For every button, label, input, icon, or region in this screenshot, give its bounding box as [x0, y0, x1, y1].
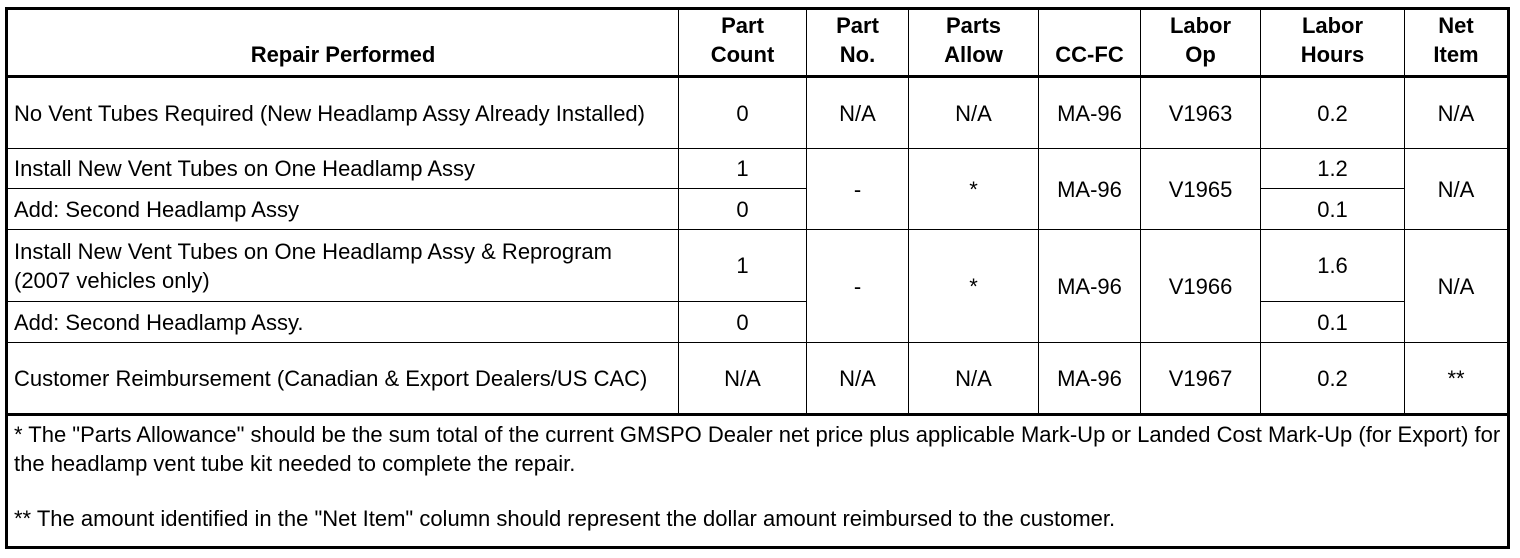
- parts-allowance-note: * The "Parts Allowance" should be the sum total of the current GMSPO Dealer net price plus applicable Mark-Up or Landed Cost Mark-Up (for Export) for the headlamp vent tube kit needed to complete the repair.: [14, 422, 1501, 476]
- net-item-cell: N/A: [1405, 149, 1509, 230]
- header-repair-performed: Repair Performed: [7, 9, 679, 77]
- labor-hours-cell: 0.1: [1261, 189, 1405, 230]
- table-row: [7, 149, 1509, 189]
- parts-allow-cell: N/A: [909, 77, 1039, 149]
- part-no-cell: N/A: [807, 77, 909, 149]
- header-labor-hours: Labor Hours: [1261, 9, 1405, 77]
- part-count-cell: 0: [679, 302, 807, 343]
- table-row: [7, 189, 1509, 230]
- repair-cell: Add: Second Headlamp Assy: [7, 189, 679, 230]
- net-item-note: ** The amount identified in the "Net Item" column should represent the dollar amount reimbursed to the customer.: [14, 506, 1116, 531]
- part-count-cell: 0: [679, 189, 807, 230]
- labor-op-cell: V1963: [1141, 77, 1261, 149]
- cc-fc-cell: MA-96: [1039, 230, 1141, 343]
- header-parts-allow: Parts Allow: [909, 9, 1039, 77]
- header-net-item: Net Item: [1405, 9, 1509, 77]
- net-item-cell: **: [1405, 343, 1509, 415]
- parts-allow-cell: *: [909, 230, 1039, 343]
- cc-fc-cell: MA-96: [1039, 77, 1141, 149]
- table-row: [7, 230, 1509, 302]
- cc-fc-cell: MA-96: [1039, 343, 1141, 415]
- net-item-cell: N/A: [1405, 230, 1509, 343]
- repair-cell: No Vent Tubes Required (New Headlamp Assy Already Installed): [7, 77, 679, 149]
- net-item-cell: N/A: [1405, 77, 1509, 149]
- repair-cell: Customer Reimbursement (Canadian & Export Dealers/US CAC): [7, 343, 679, 415]
- part-no-cell: N/A: [807, 343, 909, 415]
- header-row: [7, 9, 1509, 77]
- header-cc-fc: CC-FC: [1039, 9, 1141, 77]
- table-row: [7, 77, 1509, 149]
- notes-row: [7, 415, 1509, 548]
- part-no-cell: -: [807, 149, 909, 230]
- parts-allow-cell: *: [909, 149, 1039, 230]
- part-count-cell: 0: [679, 77, 807, 149]
- cc-fc-cell: MA-96: [1039, 149, 1141, 230]
- part-count-cell: 1: [679, 230, 807, 302]
- labor-hours-cell: 0.2: [1261, 343, 1405, 415]
- labor-op-cell: V1967: [1141, 343, 1261, 415]
- part-no-cell: -: [807, 230, 909, 343]
- header-labor-op: Labor Op: [1141, 9, 1261, 77]
- labor-hours-cell: 1.2: [1261, 149, 1405, 189]
- parts-allow-cell: N/A: [909, 343, 1039, 415]
- labor-hours-cell: 0.1: [1261, 302, 1405, 343]
- part-count-cell: N/A: [679, 343, 807, 415]
- labor-op-cell: V1966: [1141, 230, 1261, 343]
- repair-cell: Add: Second Headlamp Assy.: [7, 302, 679, 343]
- header-part-count: Part Count: [679, 9, 807, 77]
- labor-op-cell: V1965: [1141, 149, 1261, 230]
- repair-cell: Install New Vent Tubes on One Headlamp Assy & Reprogram (2007 vehicles only): [7, 230, 679, 302]
- labor-operations-table: [5, 7, 1510, 549]
- labor-hours-cell: 1.6: [1261, 230, 1405, 302]
- header-part-no: Part No.: [807, 9, 909, 77]
- table-row: [7, 302, 1509, 343]
- table-row: [7, 343, 1509, 415]
- part-count-cell: 1: [679, 149, 807, 189]
- labor-hours-cell: 0.2: [1261, 77, 1405, 149]
- notes-cell: [7, 415, 1509, 548]
- repair-cell: Install New Vent Tubes on One Headlamp Assy: [7, 149, 679, 189]
